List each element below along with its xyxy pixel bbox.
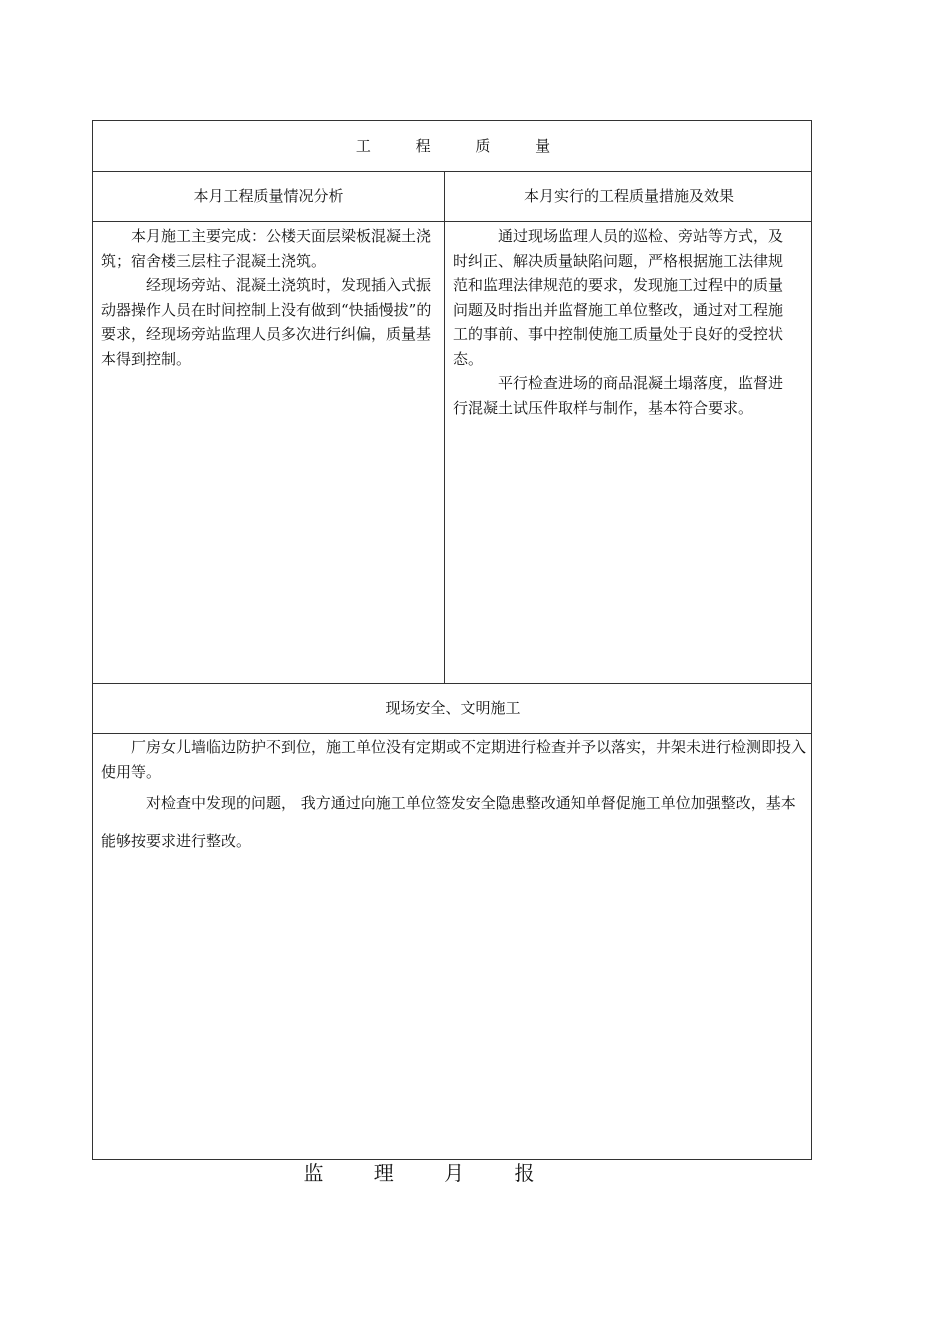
rule-below-quality-header [93, 171, 811, 172]
quality-measures-paragraph: 平行检查进场的商品混凝土塌落度，监督进行混凝土试压件取样与制作，基本符合要求。 [453, 374, 784, 417]
safety-paragraph: 对检查中发现的问题， 我方通过向施工单位签发安全隐患整改通知单督促施工单位加强整改，基本能够按要求进行整改。 [101, 794, 796, 850]
report-table [92, 120, 812, 1160]
quality-analysis-text [101, 224, 437, 371]
rule-below-safety-header [93, 733, 811, 734]
rule-below-column-headers [93, 221, 811, 222]
safety-text [101, 735, 807, 860]
quality-analysis-paragraph: 经现场旁站、混凝土浇筑时，发现插入式振动器操作人员在时间控制上没有做到“快插慢拔”的要求，经现场旁站监理人员多次进行纠偏，质量基本得到控制。 [101, 276, 432, 368]
column-divider [444, 171, 445, 683]
quality-measures-text [453, 224, 793, 420]
report-footer-title: 监 理 月 报 [303, 1161, 557, 1185]
right-column-header: 本月实行的工程质量措施及效果 [523, 187, 734, 205]
left-column-header: 本月工程质量情况分析 [193, 187, 344, 205]
rule-above-safety-header [93, 683, 811, 684]
quality-analysis-paragraph: 本月施工主要完成：公楼天面层梁板混凝土浇筑；宿舍楼三层柱子混凝土浇筑。 [101, 227, 432, 270]
safety-section-title: 现场安全、文明施工 [385, 699, 521, 717]
quality-measures-paragraph: 通过现场监理人员的巡检、旁站等方式，及时纠正、解决质量缺陷问题，严格根据施工法律规范和监理法律规范的要求，发现施工过程中的质量问题及时指出并监督施工单位整改，通过对工程施工的事前、事中控制使施工质量处于良好的受控状态。 [453, 227, 784, 368]
quality-section-title: 工 程 质 量 [355, 137, 571, 155]
safety-paragraph: 厂房女儿墙临边防护不到位，施工单位没有定期或不定期进行检查并予以落实，井架未进行检测即投入使用等。 [101, 738, 807, 781]
